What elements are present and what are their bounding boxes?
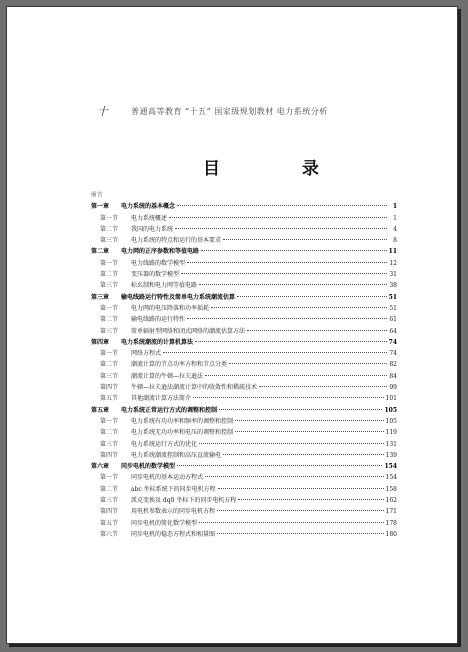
toc-dot-leader bbox=[163, 352, 387, 353]
toc-section-row bbox=[91, 224, 397, 235]
toc-entry-label: 第二节 bbox=[100, 225, 119, 233]
toc-entry-label: 第五节 bbox=[100, 395, 119, 403]
toc-entry-label: 第三节 bbox=[100, 440, 119, 448]
toc-dot-leader bbox=[205, 375, 387, 376]
toc-entry-label: 第二节 bbox=[100, 316, 119, 324]
toc-section-row bbox=[91, 427, 397, 438]
toc-dot-leader bbox=[199, 284, 387, 285]
toc-page-number: 84 bbox=[389, 372, 397, 380]
toc-entry-title: 电力系统无功功率和电压的调整和控制 bbox=[131, 429, 234, 437]
toc-entry-label: 第三节 bbox=[100, 327, 119, 335]
toc-dot-leader bbox=[219, 409, 382, 410]
toc-page-number: 119 bbox=[385, 429, 397, 437]
toc-page-number: 180 bbox=[385, 530, 397, 538]
toc-dot-leader bbox=[195, 341, 387, 342]
toc-dot-leader bbox=[247, 330, 387, 331]
toc-page-number: 162 bbox=[385, 497, 397, 505]
toc-entry-title: 电力系统潮流的计算机算法 bbox=[121, 338, 194, 346]
toc-entry-title: 电力线路的数学模型 bbox=[131, 259, 186, 267]
toc-entry-title: 电力系统潮流控制和高压直流输电 bbox=[131, 451, 222, 459]
toc-chapter-row bbox=[91, 246, 397, 257]
toc-entry-label: 第四节 bbox=[100, 384, 119, 392]
toc-page-number: 64 bbox=[389, 327, 397, 335]
toc-entry-label: 第五节 bbox=[100, 519, 119, 527]
toc-section-row bbox=[91, 439, 397, 450]
toc-chapter-row bbox=[91, 292, 397, 303]
toc-chapter-row bbox=[91, 337, 397, 348]
toc-entry-title: 同步电机的简化数学模型 bbox=[131, 519, 198, 527]
toc-entry-title: 用电机参数表示的同步电机方程 bbox=[131, 508, 216, 516]
toc-page-number: 99 bbox=[389, 384, 397, 392]
toc-dot-leader bbox=[223, 454, 384, 455]
toc-entry-label: 第一节 bbox=[100, 214, 119, 222]
toc-entry-label: 第二节 bbox=[100, 361, 119, 369]
toc-page-number: 12 bbox=[389, 259, 397, 267]
toc-entry-label: 第三节 bbox=[100, 282, 119, 290]
toc-entry-title: 前言 bbox=[91, 192, 103, 198]
toc-section-row bbox=[91, 280, 397, 291]
toc-dot-leader bbox=[201, 250, 387, 251]
toc-entry-title: 电力系统正常运行方式的调整和控制 bbox=[121, 406, 218, 414]
toc-entry-label: 第五章 bbox=[91, 406, 110, 414]
toc-page-number: 4 bbox=[393, 225, 397, 233]
series-title: 普通高等教育 “十五” 国家级规划教材 电力系统分析 bbox=[131, 107, 328, 116]
toc-entry-title: 电力系统运行方式的优化 bbox=[131, 440, 198, 448]
toc-entry-label: 第四节 bbox=[100, 451, 119, 459]
toc-dot-leader bbox=[187, 262, 387, 263]
toc-entry-title: 电力系统概述 bbox=[131, 214, 168, 222]
toc-page-number: 154 bbox=[385, 474, 397, 482]
toc-section-row bbox=[91, 518, 397, 529]
toc-entry-label: 第三节 bbox=[100, 372, 119, 380]
toc-page-number: 74 bbox=[388, 338, 397, 346]
toc-entry-label: 第一节 bbox=[100, 259, 119, 267]
toc-section-row bbox=[91, 382, 397, 393]
toc-entry-title: 其他潮流计算方法简介 bbox=[131, 395, 192, 403]
toc-entry-label: 第二节 bbox=[100, 485, 119, 493]
toc-page-number: 1 bbox=[393, 214, 397, 222]
toc-section-row bbox=[91, 258, 397, 269]
toc-dot-leader bbox=[235, 431, 384, 432]
toc-entry-label: 第一章 bbox=[91, 203, 110, 211]
toc-page-number: 139 bbox=[385, 451, 397, 459]
toc-entry-title: 潮流计算的节点功率方程和节点分类 bbox=[131, 361, 228, 369]
toc-page-number: 82 bbox=[389, 361, 397, 369]
toc-page-number: 105 bbox=[385, 417, 397, 425]
toc-dot-leader bbox=[217, 533, 384, 534]
toc-dot-leader bbox=[223, 239, 387, 240]
toc-dot-leader bbox=[259, 386, 387, 387]
toc-chapter-row bbox=[91, 461, 397, 472]
toc-entry-title: 我国的电力系统 bbox=[131, 225, 174, 233]
toc-dot-leader bbox=[237, 296, 387, 297]
toc-entry-title: 标幺制和电力网等值电路 bbox=[131, 282, 198, 290]
toc-chapter-row bbox=[91, 201, 397, 212]
toc-section-row bbox=[91, 213, 397, 224]
toc-entry-label: 第四节 bbox=[100, 508, 119, 516]
toc-entry-label: 第二章 bbox=[91, 248, 110, 256]
toc-page-number: 51 bbox=[389, 304, 397, 312]
toc-page-number: 11 bbox=[388, 248, 397, 256]
toc-section-row bbox=[91, 235, 397, 246]
toc-entry-label: 第三节 bbox=[100, 497, 119, 505]
document-page bbox=[6, 6, 458, 644]
toc-dot-leader bbox=[169, 217, 387, 218]
toc-page-number: 171 bbox=[385, 508, 397, 516]
toc-page-number: 61 bbox=[389, 316, 397, 324]
toc-entry-label: 第一节 bbox=[100, 417, 119, 425]
toc-dot-leader bbox=[229, 363, 387, 364]
toc-section-row bbox=[91, 506, 397, 517]
table-of-contents bbox=[91, 190, 397, 540]
toc-entry-label: 第二节 bbox=[100, 271, 119, 279]
toc-dot-leader bbox=[181, 273, 387, 274]
toc-entry-label: 第四章 bbox=[91, 338, 110, 346]
toc-dot-leader bbox=[177, 205, 387, 206]
toc-dot-leader bbox=[187, 318, 387, 319]
toc-entry-title: 电力网的电压降落和功率损耗 bbox=[131, 304, 210, 312]
toc-dot-leader bbox=[235, 420, 384, 421]
toc-entry-label: 第一节 bbox=[100, 304, 119, 312]
toc-page-number: 101 bbox=[385, 395, 397, 403]
toc-title: 目 录 bbox=[203, 159, 357, 179]
toc-dot-leader bbox=[175, 228, 387, 229]
toc-page-number: 31 bbox=[389, 271, 397, 279]
toc-dot-leader bbox=[218, 488, 384, 489]
toc-section-row bbox=[91, 359, 397, 370]
toc-dot-leader bbox=[217, 510, 384, 511]
toc-section-row bbox=[91, 303, 397, 314]
toc-section-row bbox=[91, 450, 397, 461]
toc-section-row bbox=[91, 269, 397, 280]
toc-entry-label: 第二节 bbox=[100, 429, 119, 437]
toc-entry-label: 第六章 bbox=[91, 463, 110, 471]
toc-entry-title: 变压器的数学模型 bbox=[131, 271, 180, 279]
toc-section-row bbox=[91, 484, 397, 495]
toc-page-number: 1 bbox=[392, 203, 397, 211]
toc-chapter-row bbox=[91, 405, 397, 416]
toc-entry-title: 潮流计算的牛顿—拉夫逊法 bbox=[131, 372, 204, 380]
toc-entry-label: 第三章 bbox=[91, 293, 110, 301]
toc-entry-title: 牛顿—拉夫逊法潮流计算中的收敛性和稀疏技术 bbox=[131, 384, 258, 392]
toc-dot-leader bbox=[199, 522, 384, 523]
toc-entry-title: 同步电机的稳态方程式和相量图 bbox=[131, 530, 216, 538]
toc-page-number: 131 bbox=[385, 440, 397, 448]
toc-entry-label: 第一节 bbox=[100, 350, 119, 358]
toc-page-number: 154 bbox=[384, 463, 397, 471]
toc-entry-title: 同步电机的数学模型 bbox=[121, 463, 176, 471]
toc-section-row bbox=[91, 371, 397, 382]
toc-section-row bbox=[91, 416, 397, 427]
toc-dot-leader bbox=[238, 499, 383, 500]
toc-page-number: 158 bbox=[385, 485, 397, 493]
toc-section-row bbox=[91, 529, 397, 540]
toc-dot-leader bbox=[193, 397, 384, 398]
toc-entry-title: 电力系统有功功率和频率的调整和控制 bbox=[131, 417, 234, 425]
toc-entry-title: 电力网的正序参数和等值电路 bbox=[121, 248, 200, 256]
toc-entry-title: 简单辐射型网络和闭式网络的潮流估算方法 bbox=[131, 327, 246, 335]
toc-dot-leader bbox=[177, 465, 382, 466]
toc-dot-leader bbox=[211, 307, 387, 308]
toc-page-number: 51 bbox=[388, 293, 397, 301]
toc-entry-label: 第一节 bbox=[100, 474, 119, 482]
toc-section-row bbox=[91, 393, 397, 404]
toc-preface-row bbox=[91, 190, 397, 201]
toc-entry-title: 同步电机的基本运动方程式 bbox=[131, 474, 204, 482]
toc-dot-leader bbox=[205, 476, 384, 477]
toc-section-row bbox=[91, 348, 397, 359]
toc-entry-label: 第三节 bbox=[100, 237, 119, 245]
toc-entry-title: 输电线路运行特性及简单电力系统潮流估算 bbox=[121, 293, 236, 301]
toc-section-row bbox=[91, 326, 397, 337]
toc-page-number: 74 bbox=[389, 350, 397, 358]
toc-entry-title: 派克变换及 dq0 坐标下的同步电机方程 bbox=[131, 497, 237, 505]
header-mark: 十 bbox=[97, 105, 108, 118]
toc-section-row bbox=[91, 495, 397, 506]
toc-dot-leader bbox=[199, 443, 384, 444]
toc-entry-title: 输电线路的运行特性 bbox=[131, 316, 186, 324]
toc-entry-title: 电力系统的基本概念 bbox=[121, 203, 176, 211]
toc-section-row bbox=[91, 314, 397, 325]
toc-entry-label: 第六节 bbox=[100, 530, 119, 538]
toc-entry-title: 网络方程式 bbox=[131, 350, 162, 358]
toc-section-row bbox=[91, 472, 397, 483]
toc-page-number: 178 bbox=[385, 519, 397, 527]
toc-page-number: 105 bbox=[384, 406, 397, 414]
toc-page-number: 38 bbox=[389, 282, 397, 290]
toc-page-number: 8 bbox=[393, 237, 397, 245]
toc-entry-title: 电力系统的特点和运行的基本要求 bbox=[131, 237, 222, 245]
toc-entry-title: abc 坐标系统下的同步电机方程 bbox=[131, 485, 216, 493]
